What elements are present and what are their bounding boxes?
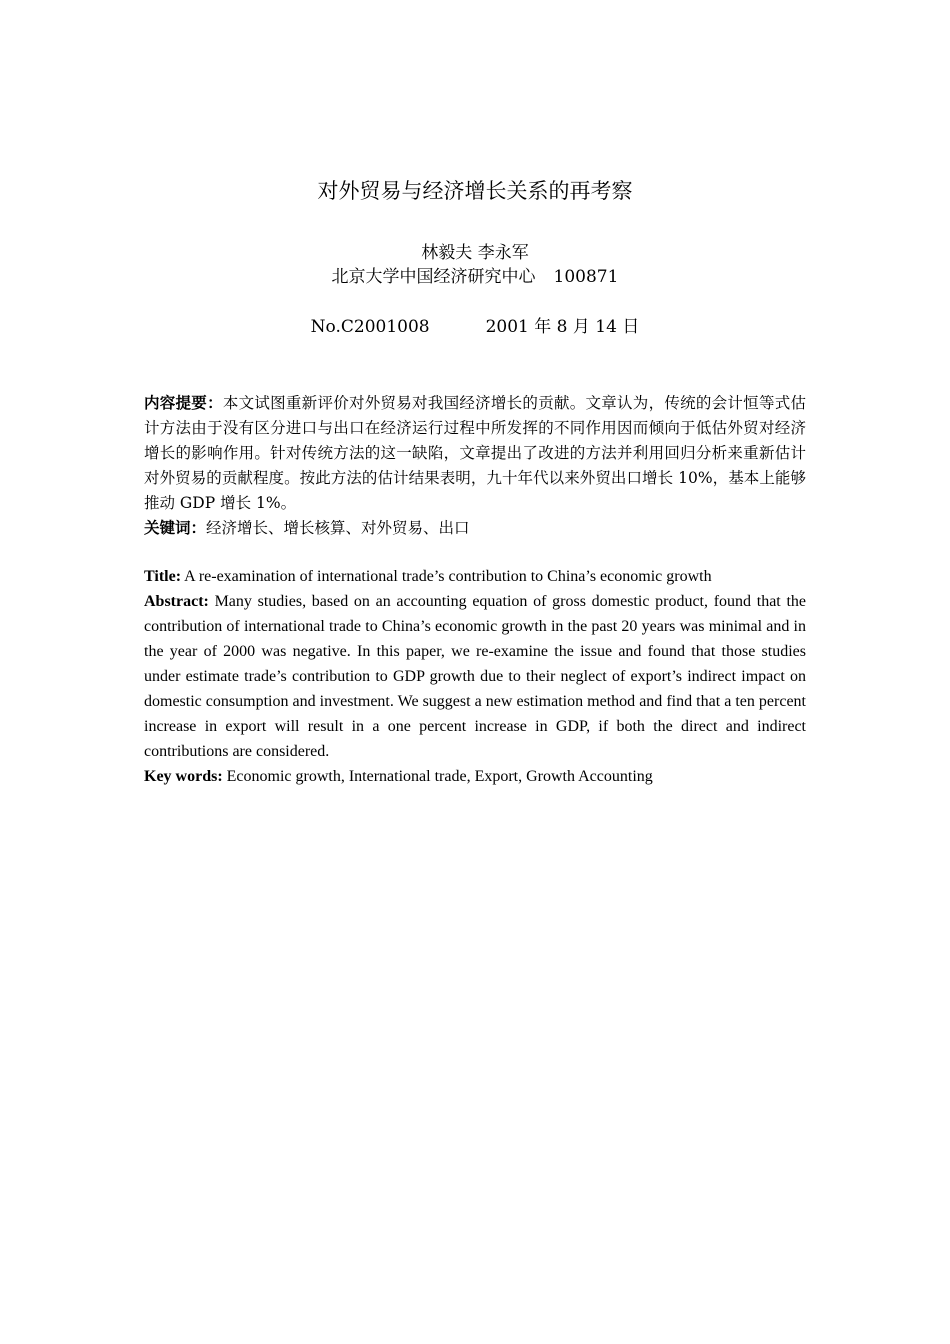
chinese-keywords [144,516,806,541]
english-title-label: Title: [144,568,182,585]
chinese-abstract [144,391,806,516]
english-title-text: A re-examination of international trade’s contribution to China’s economic growth [181,568,712,585]
document-date: 2001 年 8 月 14 日 [485,317,640,337]
chinese-keywords-text: 经济增长、增长核算、对外贸易、出口 [206,519,470,537]
english-keywords-text: Economic growth, International trade, Export, Growth Accounting [222,768,653,785]
chinese-abstract-section [144,391,806,541]
paper-title: 对外贸易与经济增长关系的再考察 [317,179,633,203]
english-abstract-label: Abstract: [144,593,209,610]
chinese-abstract-text: 本文试图重新评价对外贸易对我国经济增长的贡献。文章认为，传统的会计恒等式估计方法由于没有区分进口与出口在经济运行过程中所发挥的不同作用因而倾向于低估外贸对经济增长的影响作用。针对传统方法的这一缺陷，文章提出了改进的方法并利用回归分析来重新估计对外贸易的贡献程度。按此方法的估计结果表明，九十年代以来外贸出口增长 10%，基本上能够推动 GDP 增长 1%。 [144,394,806,512]
english-abstract-section [144,564,806,789]
english-abstract [144,589,806,764]
english-abstract-text: Many studies, based on an accounting equation of gross domestic product, found that the contribution of international trade to China’s economic growth in the past 20 years was minimal and in the year of 2000 was negative. In this paper, we re-examine the issue and found that those studies under estimate trade’s contribution to GDP growth due to their neglect of export’s indirect impact on domestic consumption and investment. We suggest a new estimation method and find that a ten percent increase in export will result in a one percent increase in GDP, if both the direct and indirect contributions are considered. [144,593,806,760]
english-title [144,564,806,589]
english-keywords-label: Key words: [144,768,223,785]
english-keywords [144,764,806,789]
chinese-keywords-label: 关键词： [144,519,207,537]
postcode: 100871 [553,267,619,287]
document-info-line [0,315,950,339]
authors: 林毅夫 李永军 [421,243,529,263]
affiliation: 北京大学中国经济研究中心 [331,267,536,287]
chinese-abstract-label: 内容提要： [144,394,223,412]
document-number: No.C2001008 [310,317,430,337]
affiliation-line [0,265,950,289]
